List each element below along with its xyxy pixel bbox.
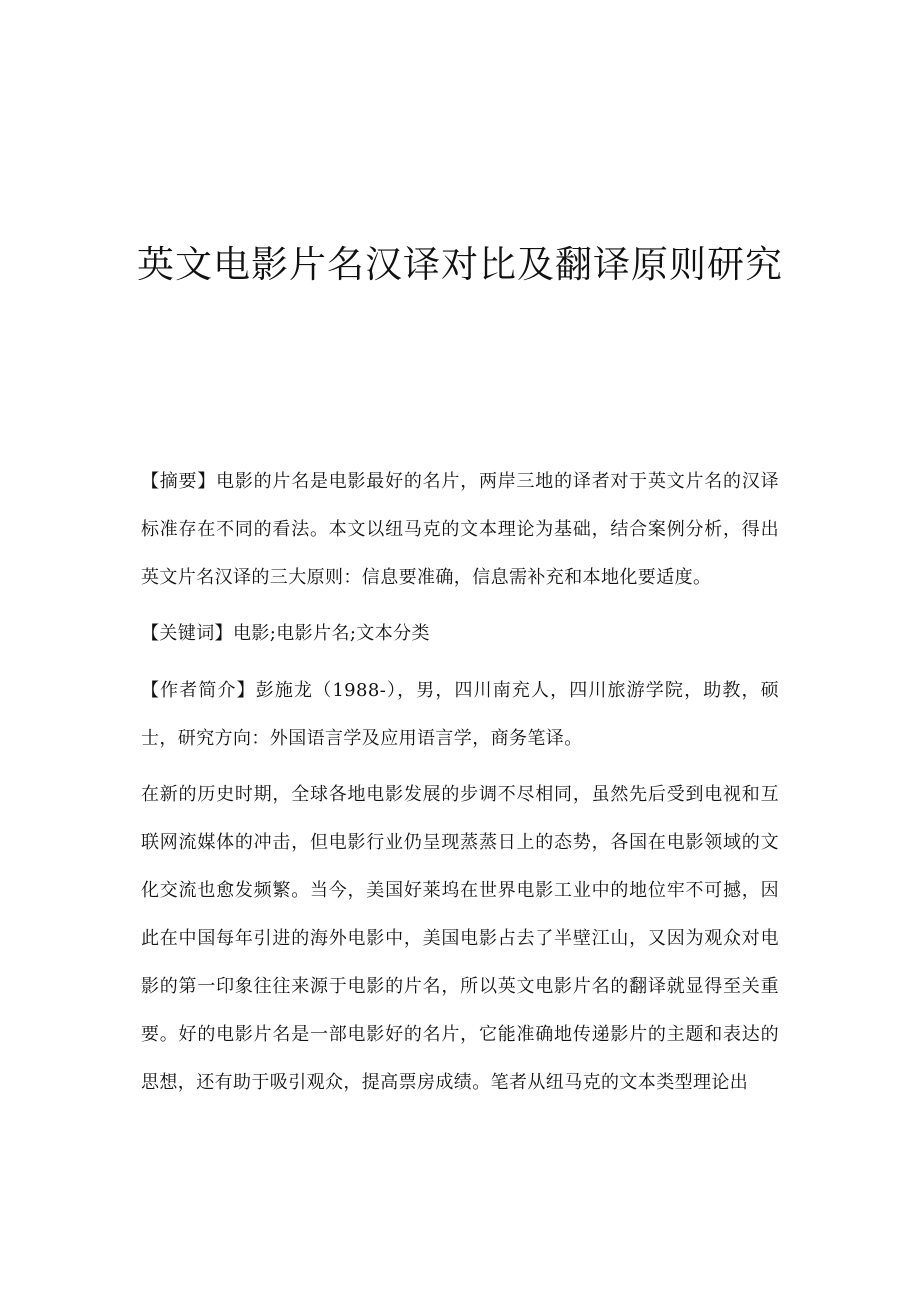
abstract-paragraph <box>141 458 779 602</box>
body-paragraph: 在新的历史时期，全球各地电影发展的步调不尽相同，虽然先后受到电视和互联网流媒体的冲击，但电影行业仍呈现蒸蒸日上的态势，各国在电影领域的文化交流也愈发频繁。当今，美国好莱坞在世界电影工业中的地位牢不可撼，因此在中国每年引进的海外电影中，美国电影占去了半壁江山，又因为观众对电影的第一印象往往来源于电影的片名，所以英文电影片名的翻译就显得至关重要。好的电影片名是一部电影好的名片，它能准确地传递影片的主题和表达的思想，还有助于吸引观众，提高票房成绩。笔者从纽马克的文本类型理论出 <box>141 784 779 1093</box>
keywords-text: 电影;电影片名;文本分类 <box>233 623 430 644</box>
author-info-paragraph <box>141 667 779 763</box>
keywords-label: 【关键词】 <box>141 623 233 644</box>
document-title: 英文电影片名汉译对比及翻译原则研究 <box>137 242 783 286</box>
abstract-text: 电影的片名是电影最好的名片，两岸三地的译者对于英文片名的汉译标准存在不同的看法。本文以纽马克的文本理论为基础，结合案例分析，得出英文片名汉译的三大原则：信息要准确，信息需补充和本地化要适度。 <box>141 471 779 588</box>
author-info-text: 彭施龙（1988-），男，四川南充人，四川旅游学院，助教，硕士，研究方向：外国语言学及应用语言学，商务笔译。 <box>141 680 779 749</box>
author-info-label: 【作者简介】 <box>141 680 256 701</box>
abstract-label: 【摘要】 <box>141 471 217 492</box>
keywords-paragraph <box>141 610 779 658</box>
